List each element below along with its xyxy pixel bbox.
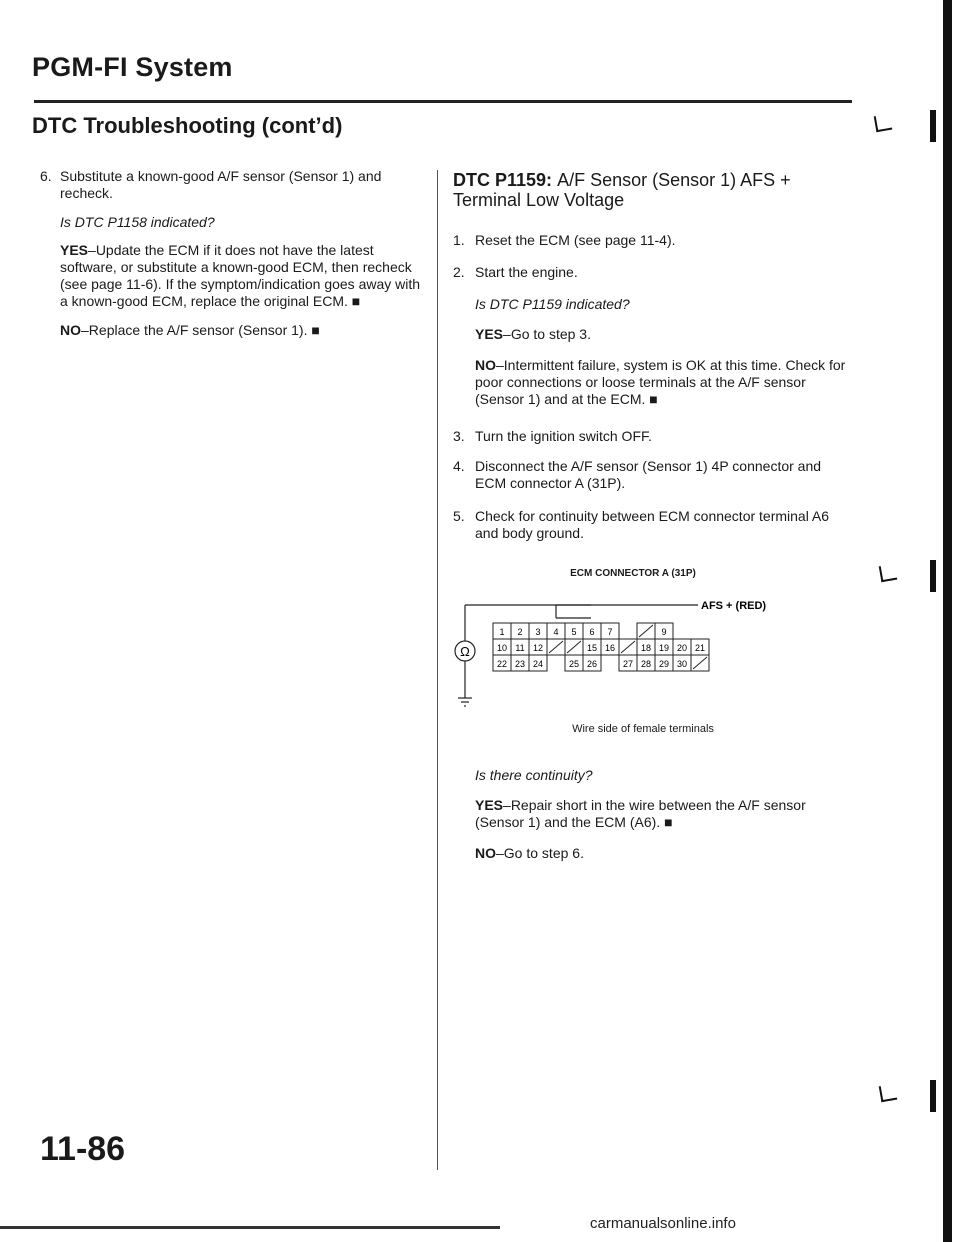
terminal-number: 26 bbox=[586, 659, 598, 669]
no-label: NO bbox=[475, 357, 496, 373]
dtc-description: A/F Sensor (Sensor 1) AFS + Terminal Low Voltage bbox=[453, 170, 791, 210]
step-number: 2. bbox=[453, 264, 465, 280]
terminal-number: 19 bbox=[658, 643, 670, 653]
step-question: Is DTC P1158 indicated? bbox=[60, 214, 215, 230]
terminal-number: 6 bbox=[589, 627, 595, 637]
terminal-number: 16 bbox=[604, 643, 616, 653]
step-1 bbox=[453, 232, 853, 252]
dtc-code: DTC P1159: bbox=[453, 170, 553, 190]
step-5 bbox=[453, 508, 853, 544]
step-text: Substitute a known-good A/F sensor (Sensor 1) and recheck. bbox=[60, 168, 382, 201]
connector-svg bbox=[453, 593, 833, 733]
step-text: Reset the ECM (see page 11-4). bbox=[475, 232, 676, 248]
step-number: 6. bbox=[40, 168, 52, 184]
terminal-number: 27 bbox=[622, 659, 634, 669]
terminal-number: 12 bbox=[532, 643, 544, 653]
step-question: Is there continuity? bbox=[475, 767, 593, 783]
footer-rule bbox=[0, 1226, 500, 1229]
no-text: Go to step 6. bbox=[503, 845, 584, 861]
terminal-number: 11 bbox=[515, 643, 525, 653]
terminal-number: 4 bbox=[553, 627, 559, 637]
edge-tab bbox=[930, 560, 936, 592]
terminal-number: 3 bbox=[535, 627, 541, 637]
terminal-number: 30 bbox=[676, 659, 688, 669]
terminal-number: 18 bbox=[640, 643, 652, 653]
subsection-title: DTC Troubleshooting (cont’d) bbox=[32, 113, 343, 138]
step-text: Disconnect the A/F sensor (Sensor 1) 4P connector and ECM connector A (31P). bbox=[475, 458, 822, 491]
edge-tab bbox=[930, 1080, 936, 1112]
terminal-number: 10 bbox=[496, 643, 508, 653]
terminal-number: 28 bbox=[640, 659, 652, 669]
left-column bbox=[40, 168, 425, 339]
terminal-number: 25 bbox=[568, 659, 580, 669]
terminal-number: 20 bbox=[676, 643, 688, 653]
step-4 bbox=[453, 458, 853, 494]
ohm-symbol: Ω bbox=[460, 644, 470, 659]
terminal-number: 9 bbox=[661, 627, 667, 637]
terminal-number: 15 bbox=[586, 643, 598, 653]
terminal-number: 21 bbox=[694, 643, 706, 653]
yes-answer: YES–Repair short in the wire between the A/F sensor (Sensor 1) and the ECM (A6). ■ bbox=[475, 797, 806, 830]
page-number: 11-86 bbox=[40, 1130, 126, 1168]
yes-answer: YES–Update the ECM if it does not have the latest software, or substitute a known-good ECM, then recheck (see page 11-6). If the symptom/indication goes away with a known-good ECM, replace the original ECM. ■ bbox=[60, 242, 421, 309]
terminal-number: 23 bbox=[514, 659, 526, 669]
step-question: Is DTC P1159 indicated? bbox=[475, 296, 630, 312]
connector-grid bbox=[493, 623, 709, 671]
yes-text: Update the ECM if it does not have the latest software, or substitute a known-good ECM, then recheck (see page 11-6). If the symptom/indication goes away with a known-good ECM, replace the original ECM. bbox=[60, 242, 421, 309]
yes-text: Repair short in the wire between the A/F sensor (Sensor 1) and the ECM (A6). bbox=[475, 797, 806, 830]
edge-tab bbox=[930, 110, 936, 142]
header-rule bbox=[34, 100, 852, 103]
column-divider bbox=[437, 170, 438, 1170]
yes-label: YES bbox=[475, 797, 504, 813]
step-text: Check for continuity between ECM connector terminal A6 and body ground. bbox=[475, 508, 830, 541]
step-number: 4. bbox=[453, 458, 465, 474]
yes-answer: YES–Go to step 3. bbox=[475, 326, 591, 342]
terminal-number: 1 bbox=[499, 627, 505, 637]
connector-diagram bbox=[453, 593, 833, 733]
edge-mark bbox=[879, 564, 898, 583]
section-title: PGM-FI System bbox=[32, 52, 233, 82]
no-text: Replace the A/F sensor (Sensor 1). bbox=[88, 322, 308, 338]
step-text: Turn the ignition switch OFF. bbox=[475, 428, 652, 444]
yes-label: YES bbox=[475, 326, 504, 342]
connector-title: ECM CONNECTOR A (31P) bbox=[570, 568, 696, 579]
terminal-number: 29 bbox=[658, 659, 670, 669]
edge-mark bbox=[874, 114, 893, 133]
step-number: 5. bbox=[453, 508, 465, 524]
yes-label: YES bbox=[60, 242, 89, 258]
terminal-number: 22 bbox=[496, 659, 508, 669]
terminal-number: 2 bbox=[517, 627, 523, 637]
no-label: NO bbox=[60, 322, 81, 338]
step-text: Start the engine. bbox=[475, 264, 578, 280]
right-column bbox=[453, 170, 853, 862]
edge-mark bbox=[879, 1084, 898, 1103]
step-6 bbox=[40, 168, 425, 204]
terminal-number: 24 bbox=[532, 659, 544, 669]
no-answer: NO–Intermittent failure, system is OK at this time. Check for poor connections or loose terminals at the A/F sensor (Sensor 1) and at the ECM. ■ bbox=[475, 357, 846, 407]
step-number: 3. bbox=[453, 428, 465, 444]
step-2 bbox=[453, 264, 853, 284]
no-answer: NO–Go to step 6. bbox=[475, 845, 584, 861]
terminal-number: 7 bbox=[607, 627, 613, 637]
dtc-title bbox=[453, 170, 853, 210]
no-label: NO bbox=[475, 845, 496, 861]
no-answer: NO–Replace the A/F sensor (Sensor 1). ■ bbox=[60, 322, 320, 338]
afs-label: AFS + (RED) bbox=[701, 600, 767, 612]
step-3 bbox=[453, 428, 853, 448]
step-number: 1. bbox=[453, 232, 465, 248]
no-text: Intermittent failure, system is OK at this time. Check for poor connections or loose terminals at the A/F sensor (Sensor 1) and at the ECM. bbox=[475, 357, 846, 407]
terminal-number: 5 bbox=[571, 627, 577, 637]
diagram-caption: Wire side of female terminals bbox=[572, 723, 714, 735]
yes-text: Go to step 3. bbox=[510, 326, 591, 342]
page-edge-bar bbox=[943, 0, 952, 1242]
watermark: carmanualsonline.info bbox=[590, 1215, 736, 1232]
